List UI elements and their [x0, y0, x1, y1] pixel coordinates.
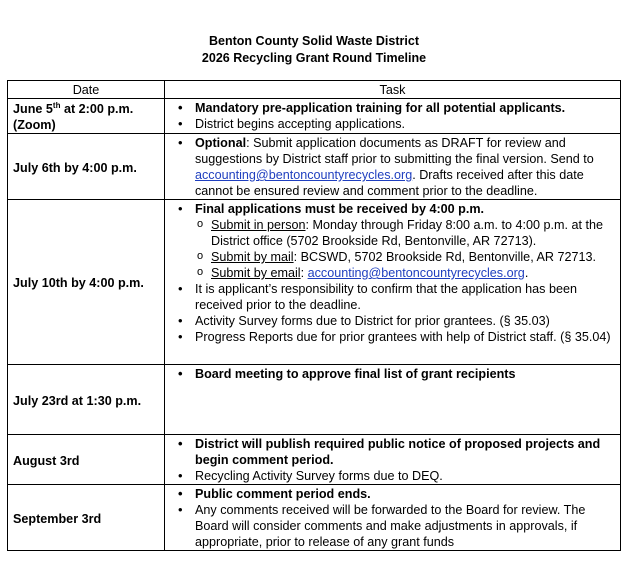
date-time: at 2:00 p.m.: [60, 102, 134, 116]
method-text: : Monday through Friday 8:00 a.m. to 4:00 p.m. at the District office (5702 Brookside Rd, Bentonville, AR 72713).: [211, 218, 604, 248]
date-cell: July 10th by 4:00 p.m.: [8, 200, 165, 365]
task-item: • Recycling Activity Survey forms due to DEQ.: [195, 468, 616, 484]
task-item: • It is applicant’s responsibility to confirm that the application has been received prior to the deadline.: [195, 281, 616, 313]
method-text: .: [524, 266, 529, 280]
document-title: Benton County Solid Waste District: [209, 34, 419, 48]
task-item: [195, 135, 616, 199]
date-note: (Zoom): [13, 118, 56, 132]
date-cell: July 23rd at 1:30 p.m.: [8, 365, 165, 435]
task-item: • Activity Survey forms due to District for prior grantees. (§ 35.03): [195, 313, 616, 329]
task-cell: [165, 134, 621, 200]
table-row: [8, 485, 621, 551]
method-text: : BCSWD, 5702 Brookside Rd, Bentonville, AR 72713.: [293, 250, 597, 264]
table-row: [8, 99, 621, 134]
date-cell: August 3rd: [8, 435, 165, 485]
table-row: [8, 134, 621, 200]
task-text: . Drafts received after this date cannot be ensured review and comment prior to the deadline.: [195, 168, 584, 198]
email-link[interactable]: accounting@bentoncountyrecycles.org: [195, 168, 413, 182]
date-cell: September 3rd: [8, 485, 165, 551]
date-ordinal: th: [52, 100, 61, 110]
task-cell: [165, 435, 621, 485]
method-label: Submit by mail: [211, 250, 294, 264]
task-column-header: Task: [165, 81, 621, 99]
document-heading: [0, 33, 628, 67]
task-item: • Public comment period ends.: [195, 486, 616, 502]
table-header-row: [8, 81, 621, 99]
table-row: [8, 365, 621, 435]
task-cell: [165, 99, 621, 134]
sub-item: [211, 217, 616, 249]
table-row: [8, 200, 621, 365]
date-cell: July 6th by 4:00 p.m.: [8, 134, 165, 200]
submission-methods: [195, 217, 616, 281]
table-row: [8, 435, 621, 485]
sub-item: [211, 249, 616, 265]
task-item: • Mandatory pre-application training for all potential applicants.: [195, 100, 616, 116]
task-item: [195, 201, 616, 281]
date-cell: [8, 99, 165, 134]
task-item: • District begins accepting applications.: [195, 116, 616, 132]
email-link[interactable]: accounting@bentoncountyrecycles.org: [307, 266, 525, 280]
task-item: • Progress Reports due for prior grantees with help of District staff. (§ 35.04): [195, 329, 616, 345]
task-item: • District will publish required public notice of proposed projects and begin comment period.: [195, 436, 616, 468]
date-column-header: Date: [8, 81, 165, 99]
task-text: : Submit application documents as DRAFT for review and suggestions by District staff prior to submitting the final version. Send to: [195, 136, 594, 166]
optional-label: Optional: [195, 136, 247, 150]
timeline-table: [7, 80, 621, 551]
task-item: • Any comments received will be forwarded to the Board for review. The Board will consider comments and make adjustments in approvals, if appropriate, prior to release of any grant funds: [195, 502, 616, 550]
sub-item: [211, 265, 616, 281]
task-item: • Board meeting to approve final list of grant recipients: [195, 366, 616, 382]
date-text: June 5: [13, 102, 53, 116]
document-subtitle: 2026 Recycling Grant Round Timeline: [201, 51, 427, 65]
method-text: :: [300, 266, 308, 280]
method-label: Submit in person: [211, 218, 306, 232]
method-label: Submit by email: [211, 266, 301, 280]
task-cell: [165, 365, 621, 435]
task-cell: [165, 200, 621, 365]
task-text: Final applications must be received by 4:00 p.m.: [195, 202, 485, 216]
task-cell: [165, 485, 621, 551]
